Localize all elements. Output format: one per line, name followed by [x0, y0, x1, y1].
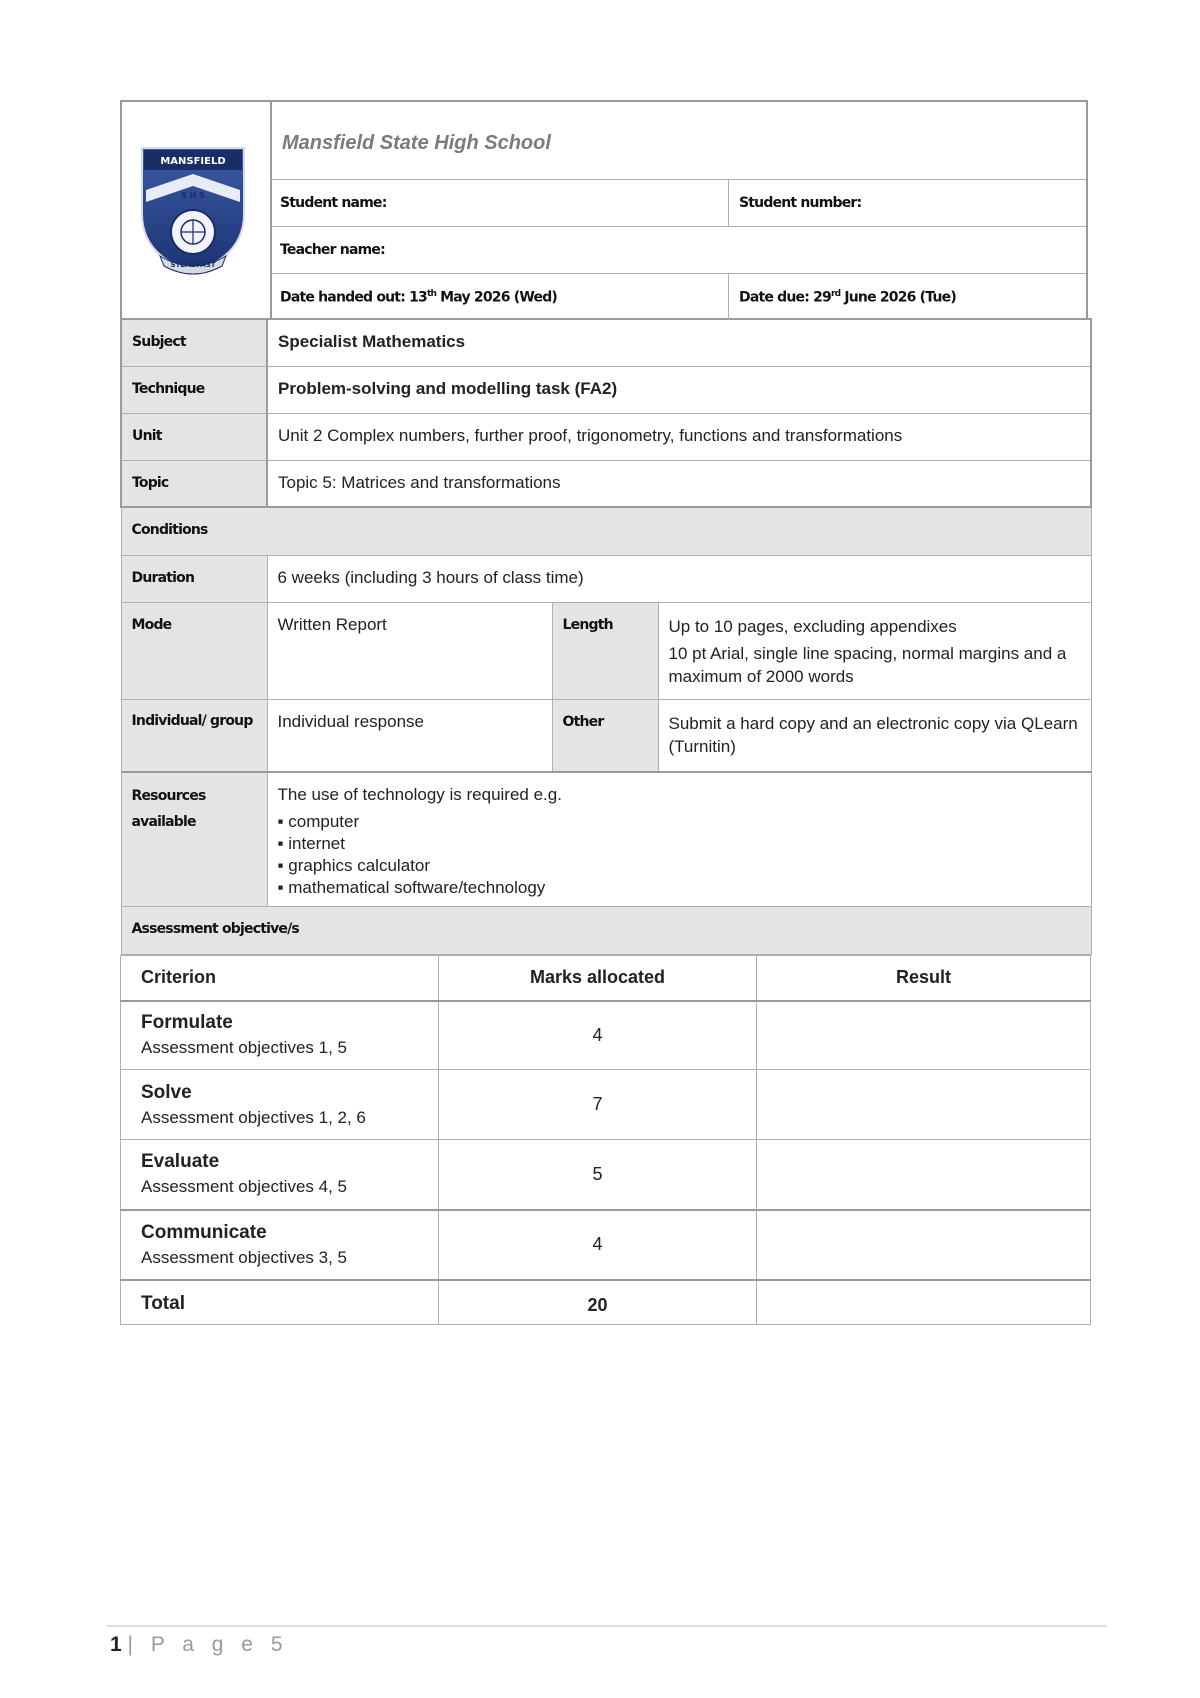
result-cell — [757, 1210, 1091, 1280]
objectives-heading: Assessment objective/s — [121, 906, 1091, 954]
list-item: ▪ internet — [278, 833, 1091, 855]
page-number: 1 — [110, 1633, 122, 1656]
mode-row — [121, 602, 1091, 699]
other-label: Other — [552, 699, 658, 772]
criterion-objectives: Assessment objectives 1, 5 — [141, 1038, 347, 1058]
footer-divider — [107, 1625, 1107, 1627]
svg-text:STEADFAST: STEADFAST — [170, 261, 216, 269]
student-row — [270, 180, 1086, 227]
technique-value: Problem-solving and modelling task (FA2) — [267, 366, 1091, 413]
conditions-heading: Conditions — [121, 507, 1091, 555]
individual-label: Individual/ group — [121, 699, 267, 772]
details-table — [120, 318, 1092, 955]
page-label: | P a g e 5 — [127, 1633, 289, 1656]
length-line-1: Up to 10 pages, excluding appendixes — [668, 616, 957, 636]
total-row — [121, 1280, 1091, 1325]
criterion-objectives: Assessment objectives 3, 5 — [141, 1247, 347, 1267]
student-name-label: Student name: — [280, 195, 387, 211]
resources-list — [278, 811, 1091, 899]
table-row — [121, 1001, 1091, 1070]
list-item: ▪ graphics calculator — [278, 855, 1091, 877]
technique-row — [121, 366, 1091, 413]
topic-value: Topic 5: Matrices and transformations — [267, 460, 1091, 507]
conditions-heading-row — [121, 507, 1091, 555]
criterion-objectives: Assessment objectives 1, 2, 6 — [141, 1107, 366, 1127]
table-row — [121, 1070, 1091, 1140]
col-marks: Marks allocated — [439, 955, 757, 1001]
other-value: Submit a hard copy and an electronic copy via QLearn (Turnitin) — [658, 699, 1091, 772]
criterion-name: Evaluate — [141, 1151, 220, 1173]
resources-label: Resources available — [121, 772, 267, 906]
unit-label: Unit — [121, 413, 267, 460]
technique-label: Technique — [121, 366, 267, 413]
mode-label: Mode — [121, 602, 267, 699]
marks-cell: 4 — [439, 1001, 757, 1070]
col-criterion: Criterion — [121, 955, 439, 1001]
date-due: Date due: 29rd June 2026 (Tue) — [728, 274, 956, 320]
list-item: ▪ computer — [278, 811, 1091, 833]
total-label: Total — [121, 1280, 439, 1325]
date-handed-out: Date handed out: 13th May 2026 (Wed) — [280, 289, 558, 306]
subject-row — [121, 319, 1091, 366]
resources-value — [267, 772, 1091, 906]
table-row — [121, 1210, 1091, 1280]
topic-label: Topic — [121, 460, 267, 507]
duration-label: Duration — [121, 555, 267, 602]
objectives-heading-row — [121, 906, 1091, 954]
individual-row — [121, 699, 1091, 772]
unit-value: Unit 2 Complex numbers, further proof, trigonometry, functions and transformations — [267, 413, 1091, 460]
subject-label: Subject — [121, 319, 267, 366]
criterion-name: Communicate — [141, 1221, 267, 1243]
criterion-name: Formulate — [141, 1012, 233, 1034]
logo-cell — [122, 102, 272, 318]
page-footer — [110, 1633, 289, 1657]
resources-row — [121, 772, 1091, 906]
marks-cell: 7 — [439, 1070, 757, 1140]
header-block — [120, 100, 1088, 318]
criterion-objectives: Assessment objectives 4, 5 — [141, 1177, 347, 1197]
total-result-cell — [757, 1280, 1091, 1325]
school-name: Mansfield State High School — [270, 102, 1086, 180]
total-value: 20 — [439, 1280, 757, 1325]
student-number-label: Student number: — [728, 180, 861, 226]
unit-row — [121, 413, 1091, 460]
teacher-name-label: Teacher name: — [280, 242, 385, 258]
task-sheet — [120, 100, 1090, 1325]
criterion-name: Solve — [141, 1081, 192, 1103]
marks-cell: 4 — [439, 1210, 757, 1280]
school-crest-logo — [138, 144, 248, 276]
teacher-row — [270, 227, 1086, 274]
col-result: Result — [757, 955, 1091, 1001]
table-row — [121, 1140, 1091, 1210]
length-line-2: 10 pt Arial, single line spacing, normal margins and a maximum of 2000 words — [668, 643, 1067, 686]
duration-row — [121, 555, 1091, 602]
subject-value: Specialist Mathematics — [267, 319, 1091, 366]
result-cell — [757, 1140, 1091, 1210]
duration-value: 6 weeks (including 3 hours of class time) — [267, 555, 1091, 602]
criteria-header-row — [121, 955, 1091, 1001]
result-cell — [757, 1001, 1091, 1070]
dates-row — [270, 274, 1086, 320]
svg-text:MANSFIELD: MANSFIELD — [160, 156, 226, 167]
mode-value: Written Report — [267, 602, 552, 699]
length-label: Length — [552, 602, 658, 699]
length-value — [658, 602, 1091, 699]
resources-intro: The use of technology is required e.g. — [277, 785, 562, 804]
criteria-table — [120, 955, 1091, 1326]
list-item: ▪ mathematical software/technology — [278, 877, 1091, 899]
marks-cell: 5 — [439, 1140, 757, 1210]
topic-row — [121, 460, 1091, 507]
result-cell — [757, 1070, 1091, 1140]
individual-value: Individual response — [267, 699, 552, 772]
svg-text:S H S: S H S — [181, 191, 205, 200]
